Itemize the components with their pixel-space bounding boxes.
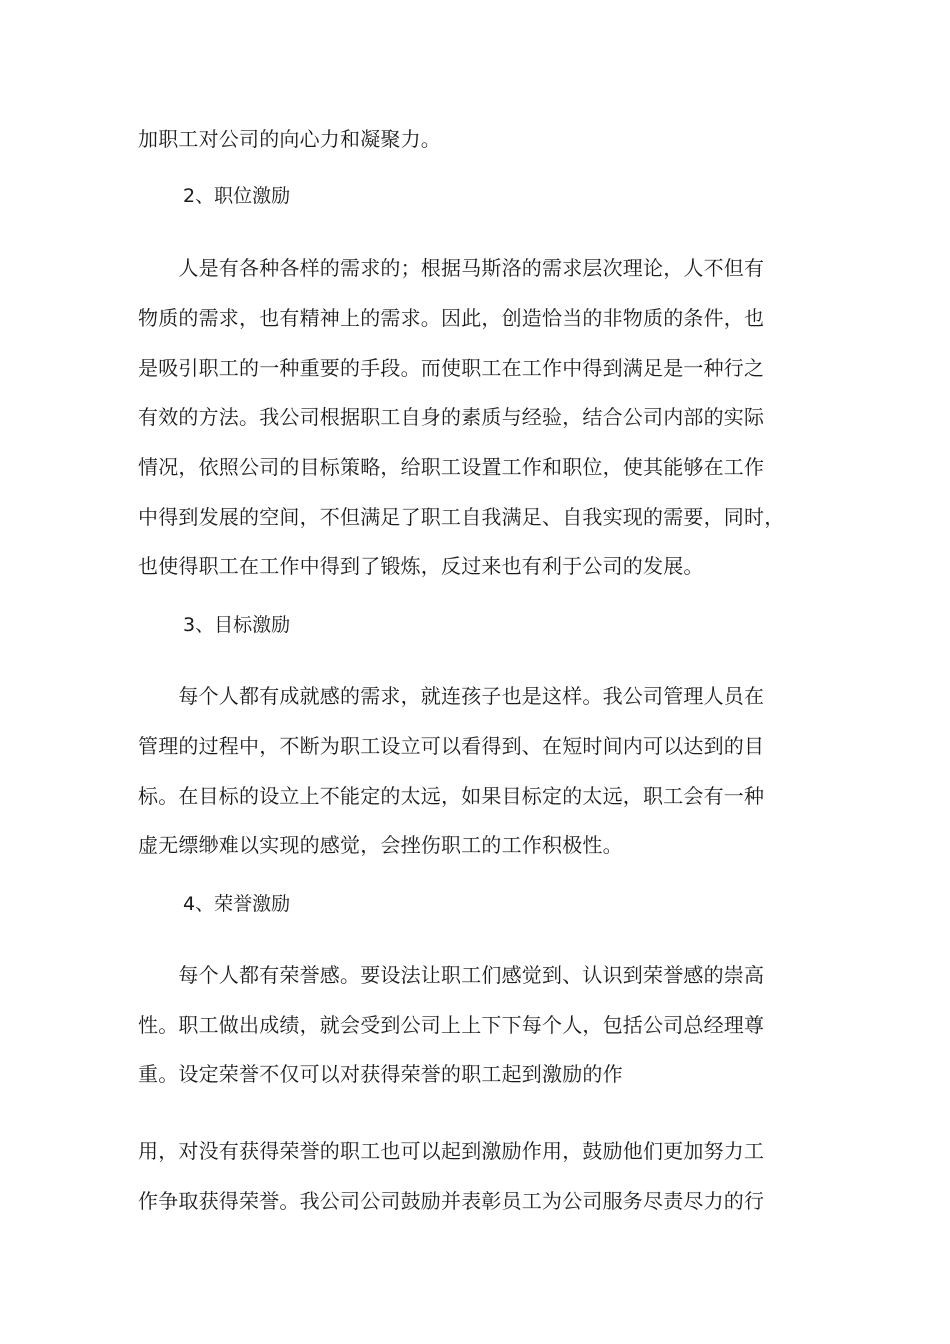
text-line: 物质的需求，也有精神上的需求。因此，创造恰当的非物质的条件，也	[138, 306, 765, 330]
text-line: 是吸引职工的一种重要的手段。而使职工在工作中得到满足是一种行之	[138, 356, 765, 380]
text-line: 有效的方法。我公司根据职工自身的素质与经验，结合公司内部的实际	[138, 405, 765, 429]
text-line: 标。在目标的设立上不能定的太远，如果目标定的太远，职工会有一种	[138, 784, 765, 808]
text-line: 情况，依照公司的目标策略，给职工设置工作和职位，使其能够在工作	[138, 455, 765, 479]
text-line: 虚无缥缈难以实现的感觉，会挫伤职工的工作积极性。	[138, 833, 623, 857]
text-line: 性。职工做出成绩，就会受到公司上上下下每个人，包括公司总经理尊	[138, 1013, 765, 1037]
text-line: 每个人都有荣誉感。要设法让职工们感觉到、认识到荣誉感的崇高	[138, 963, 765, 987]
text-line: 作争取获得荣誉。我公司公司鼓励并表彰员工为公司服务尽责尽力的行	[138, 1189, 765, 1213]
text-line: 管理的过程中，不断为职工设立可以看得到、在短时间内可以达到的目	[138, 734, 765, 758]
text-line: 人是有各种各样的需求的；根据马斯洛的需求层次理论，人不但有	[138, 256, 765, 280]
text-line: 每个人都有成就感的需求，就连孩子也是这样。我公司管理人员在	[138, 684, 765, 708]
text-line: 加职工对公司的向心力和凝聚力。	[138, 127, 441, 151]
text-line: 也使得职工在工作中得到了锻炼，反过来也有利于公司的发展。	[138, 554, 704, 578]
text-line: 中得到发展的空间，不但满足了职工自我满足、自我实现的需要，同时，	[138, 505, 785, 529]
section-heading: 4、荣誉激励	[183, 893, 291, 915]
text-line: 重。设定荣誉不仅可以对获得荣誉的职工起到激励的作	[138, 1062, 623, 1086]
section-heading: 2、职位激励	[183, 185, 291, 207]
section-heading: 3、目标激励	[183, 614, 291, 636]
text-line: 用，对没有获得荣誉的职工也可以起到激励作用，鼓励他们更加努力工	[138, 1139, 765, 1163]
